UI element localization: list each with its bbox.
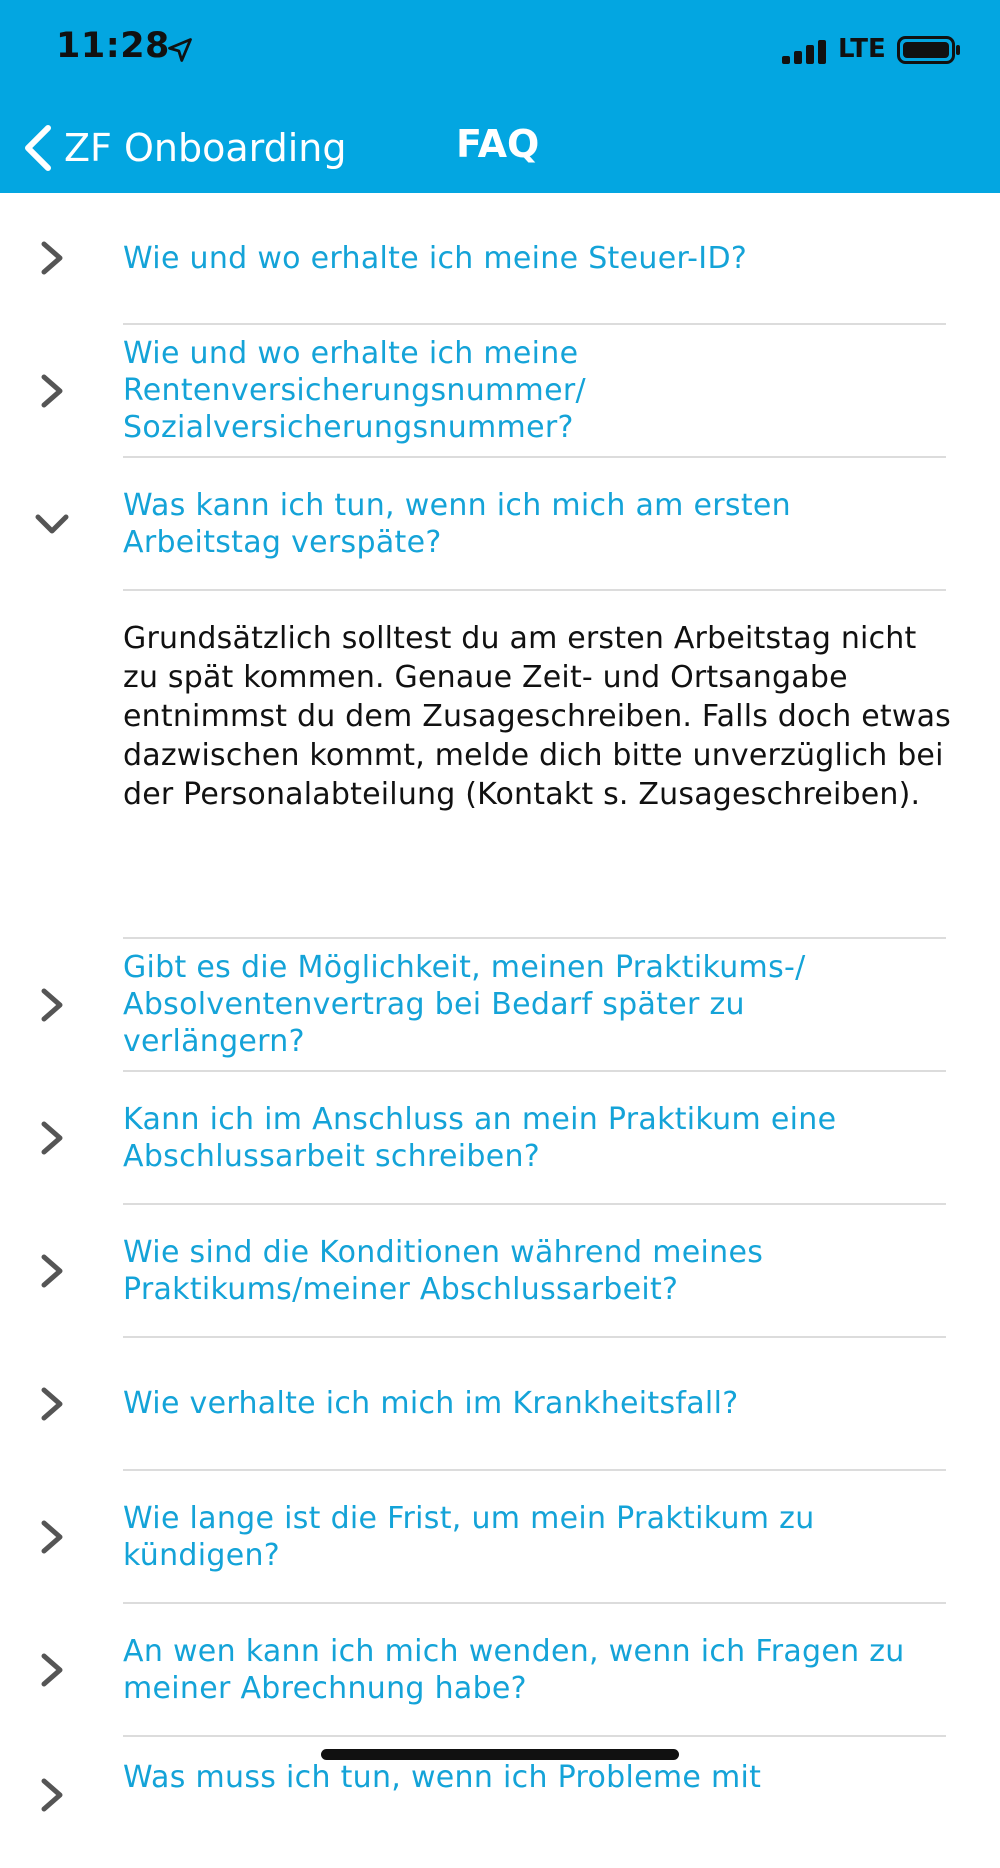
battery-icon bbox=[897, 36, 961, 64]
faq-answer: Grundsätzlich solltest du am ersten Arbeitstag nicht zu spät kommen. Genaue Zeit- und Ortsangabe entnimmst du dem Zusageschreiben. Falls doch etwas dazwischen kommt, melde dich bitte unverzüglich bei der Personalabteilung (Kontakt s. Zusageschreiben). bbox=[123, 621, 952, 812]
status-time: 11:28 bbox=[56, 26, 170, 66]
page-title: FAQ bbox=[456, 122, 540, 166]
faq-item[interactable] bbox=[0, 1471, 1000, 1604]
faq-question: Wie und wo erhalte ich meine Rentenversicherungsnummer/ Sozialversicherungsnummer? bbox=[123, 336, 586, 445]
faq-question: Gibt es die Möglichkeit, meinen Praktikums-/ Absolventenvertrag bei Bedarf später zu verlängern? bbox=[123, 950, 806, 1059]
chevron-right-icon bbox=[32, 985, 72, 1025]
faq-question: Wie lange ist die Frist, um mein Praktikum zu kündigen? bbox=[123, 1500, 815, 1573]
chevron-right-icon bbox=[32, 1775, 72, 1815]
faq-item[interactable] bbox=[0, 939, 1000, 1072]
faq-question: Wie verhalte ich mich im Krankheitsfall? bbox=[123, 1386, 739, 1421]
back-button[interactable] bbox=[18, 118, 346, 178]
chevron-right-icon bbox=[32, 1251, 72, 1291]
chevron-left-icon bbox=[18, 124, 58, 172]
back-label: ZF Onboarding bbox=[64, 126, 347, 170]
navigation-bar bbox=[0, 0, 1000, 193]
faq-item[interactable] bbox=[0, 1072, 1000, 1205]
faq-question: Was muss ich tun, wenn ich Probleme mit bbox=[123, 1760, 762, 1795]
chevron-right-icon bbox=[32, 1384, 72, 1424]
faq-question: Wie sind die Konditionen während meines Praktikums/meiner Abschlussarbeit? bbox=[123, 1234, 764, 1307]
chevron-right-icon bbox=[32, 238, 72, 278]
faq-item[interactable] bbox=[0, 193, 1000, 325]
faq-question: Wie und wo erhalte ich meine Steuer-ID? bbox=[123, 240, 748, 276]
faq-list bbox=[0, 193, 1000, 1868]
location-arrow-icon bbox=[166, 36, 194, 64]
chevron-right-icon bbox=[32, 371, 72, 411]
chevron-right-icon bbox=[32, 1650, 72, 1690]
network-type: LTE bbox=[838, 34, 886, 64]
faq-item-expanded[interactable] bbox=[0, 458, 1000, 939]
signal-strength-icon bbox=[782, 40, 830, 64]
chevron-right-icon bbox=[32, 1517, 72, 1557]
faq-item[interactable] bbox=[0, 1604, 1000, 1737]
faq-question: An wen kann ich mich wenden, wenn ich Fragen zu meiner Abrechnung habe? bbox=[123, 1633, 905, 1706]
chevron-down-icon bbox=[32, 504, 72, 544]
faq-item[interactable] bbox=[0, 1338, 1000, 1471]
faq-question: Was kann ich tun, wenn ich mich am ersten Arbeitstag verspäte? bbox=[123, 487, 791, 560]
faq-item[interactable] bbox=[0, 325, 1000, 458]
faq-question: Kann ich im Anschluss an mein Praktikum eine Abschlussarbeit schreiben? bbox=[123, 1101, 837, 1174]
home-indicator[interactable] bbox=[321, 1749, 679, 1760]
faq-item[interactable] bbox=[0, 1205, 1000, 1338]
chevron-right-icon bbox=[32, 1118, 72, 1158]
